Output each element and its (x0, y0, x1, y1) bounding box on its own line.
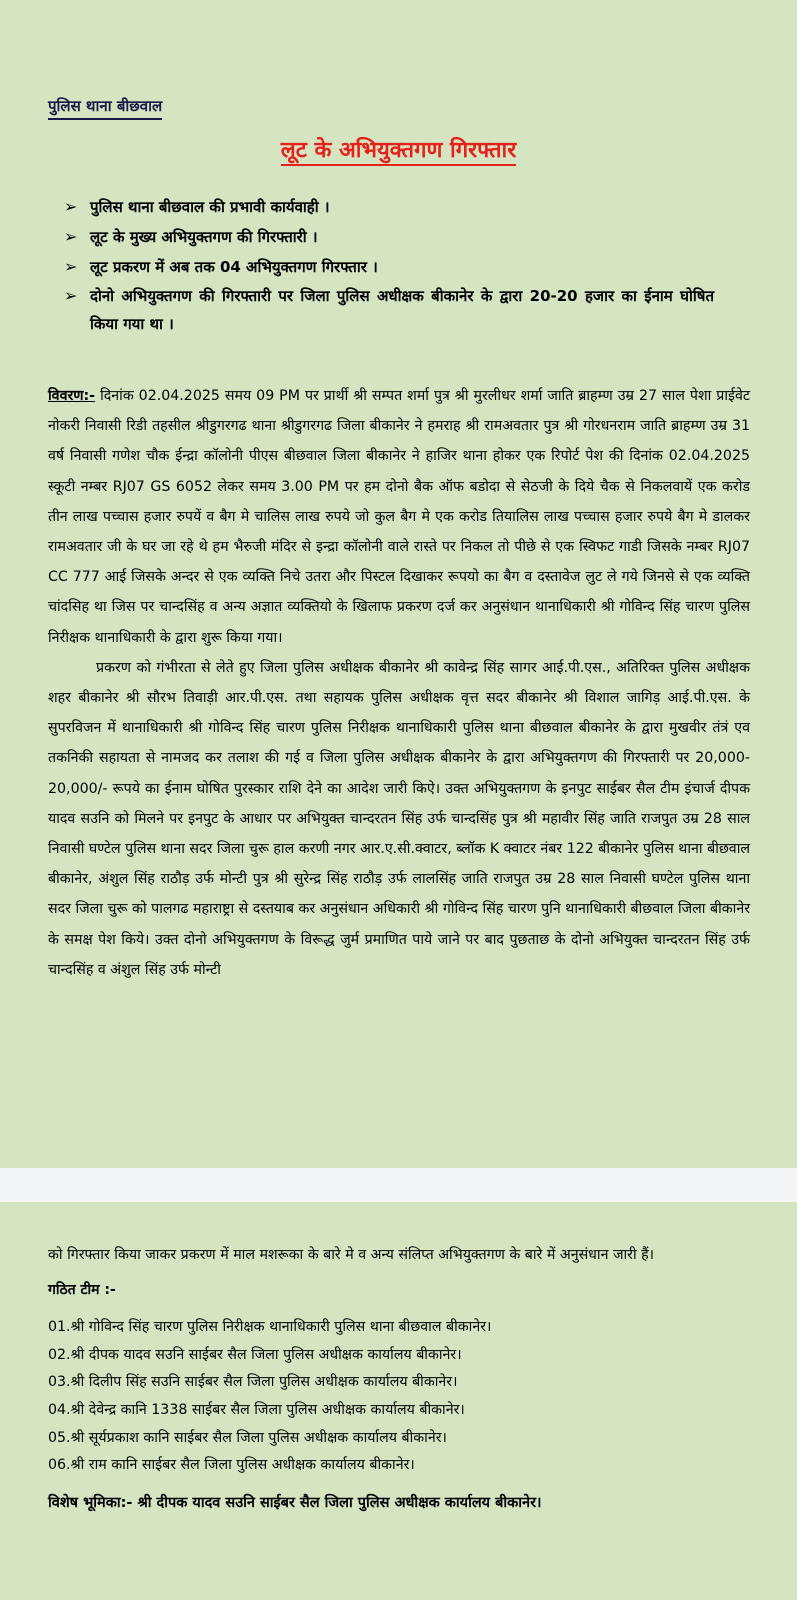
headline (0, 136, 797, 166)
team-title: गठित टीम :- (48, 1282, 116, 1299)
details-paragraph-3: को गिरफ्तार किया जाकर प्रकरण में माल मशरूका के बारे मे व अन्य संलिप्त अभियुक्तगण के बारे में अनुसंधान जारी हैं। (48, 1247, 655, 1263)
arrow-bullet-icon: ➢ (64, 286, 78, 305)
details-paragraph-2: प्रकरण को गंभीरता से लेते हुए जिला पुलिस अधीक्षक बीकानेर श्री कावेन्द्र सिंह सागर आई.पी.एस., अतिरिक्त पुलिस अधीक्षक शहर बीकानेर श्री सौरभ तिवाड़ी आर.पी.एस. तथा सहायक पुलिस अधीक्षक वृत्त सदर बीकानेर श्री विशाल जागिड़ आई.पी.एस. के सुपरविजन में थानाधिकारी श्री गोविन्द सिंह चारण पुलिस निरीक्षक थानाधिकारी पुलिस थाना बीछवाल बीकानेर के द्वारा मुखवीर तंत्रं एव तकनिकी सहायता से नामजद कर तलाश की गई व जिला पुलिस अधीक्षक बीकानेर के द्वारा अभियुक्तगण की गिरफ्तारी पर 20,000-20,000/- रूपये का ईनाम घोषित पुरस्कार राशि देने का आदेश जारी किऐ। उक्त अभियुक्तगण के इनपुट साईबर सैल टीम इंचार्ज दीपक यादव सउनि को मिलने पर इनपुट के आधार पर अभियुक्त चान्दरतन सिंह उर्फ चान्दसिंह पुत्र श्री महावीर सिंह जाति राजपुत उम्र 28 साल निवासी घण्टेल पुलिस थाना सदर जिला चुरू हाल करणी नगर आर.ए.सी.क्वाटर, ब्लॉक K क्वाटर नंबर 122 बीकानेर पुलिस थाना बीछवाल बीकानेर, अंशुल सिंह राठौड़ उर्फ मोन्टी पुत्र श्री सुरेन्द्र सिंह राठौड़ उर्फ लालसिंह जाति राजपुत उम्र 28 साल निवासी घण्टेल पुलिस थाना सदर जिला चुरू को पालगढ महाराष्ट्रा से दस्तयाब कर अनुसंधान अधिकारी श्री गोविन्द सिंह चारण पुनि थानाधिकारी बीछवाल जिला बीकानेर के समक्ष पेश किये। उक्त दोनो अभियुक्तगण के विरूद्ध जुर्म प्रमाणित पाये जाने पर बाद पुछताछ के दोनो अभियुक्त चान्दरतन सिंह उर्फ चान्दसिंह व अंशुल सिंह उर्फ मोन्टी (48, 659, 750, 978)
team-member: 03.श्री दिलीप सिंह सउनि साईबर सैल जिला पुलिस अधीक्षक कार्यालय बीकानेर। (48, 1374, 458, 1391)
highlight-item: ➢ दोनो अभियुक्तगण की गिरफ्तारी पर जिला पुलिस अधीक्षक बीकानेर के द्वारा 20-20 हजार का ईनाम घोषित किया गया था । (64, 282, 714, 338)
arrow-bullet-icon: ➢ (64, 257, 78, 276)
highlights-list (64, 192, 714, 338)
arrow-bullet-icon: ➢ (64, 197, 78, 216)
team-member: 06.श्री राम कानि साईबर सैल जिला पुलिस अधीक्षक कार्यालय बीकानेर। (48, 1457, 415, 1474)
details-paragraph-1: विवरण:- दिनांक 02.04.2025 समय 09 PM पर प्रार्थी श्री सम्पत शर्मा पुत्र श्री मुरलीधर शर्मा जाति ब्राहम्ण उम्र 27 साल पेशा प्राईवेट नोकरी निवासी रिडी तहसील श्रीडुगरगढ थाना श्रीडुगरगढ जिला बीकानेर ने हमराह श्री रामअवतार पुत्र श्री गोरधनराम जाति ब्राहम्ण उम्र 31 वर्ष निवासी गणेश चौक ईन्द्रा कॉलोनी पीएस बीछवाल जिला बीकानेर ने हाजिर थाना होकर एक रिपोर्ट पेश की दिनांक 02.04.2025 स्कूटी नम्बर RJ07 GS 6052 लेकर समय 3.00 PM पर हम दोनो बैक ऑफ बडोदा से सेठजी के दिये चैक से निकलवायें एक करोड तीन लाख पच्चास हजार रुपयें व बैग मे चालिस लाख रुपये जो कुल बैग मे एक करोड तियालिस लाख पच्चास हजार रुपये बैग मे डालकर रामअवतार जी के घर जा रहे थे हम भैरुजी मंदिर से इन्द्रा कॉलोनी वाले रास्ते पर निकल तो पीछे से एक स्विफट गाडी जिसके नम्बर RJ07 CC 777 आई जिसके अन्दर से एक व्यक्ति निचे उतरा और पिस्टल दिखाकर रूपयो का बैग व दस्तावेज लुट ले गये जिनसे से एक व्यक्ति चांदसिह था जिस पर चान्दसिंह व अन्य अज्ञात व्यक्तियो के खिलाफ प्रकरण दर्ज कर अनुसंधान थानाधिकारी श्री गोविन्द सिंह चारण पुलिस निरीक्षक थानाधिकारी के द्वारा शुरू किया गया। (48, 388, 750, 646)
police-station-heading: पुलिस थाना बीछवाल (48, 96, 162, 120)
team-member: 05.श्री सूर्यप्रकाश कानि साईबर सैल जिला पुलिस अधीक्षक कार्यालय बीकानेर। (48, 1429, 447, 1446)
team-member: 01.श्री गोविन्द सिंह चारण पुलिस निरीक्षक थानाधिकारी पुलिस थाना बीछवाल बीकानेर। (48, 1319, 492, 1336)
continuation-section (48, 1240, 750, 1516)
team-member: 04.श्री देवेन्द्र कानि 1338 साईबर सैल जिला पुलिस अधीक्षक कार्यालय बीकानेर। (48, 1401, 465, 1418)
highlight-item: ➢ पुलिस थाना बीछवाल की प्रभावी कार्यवाही । (64, 192, 714, 222)
details-label: विवरण:- (48, 388, 96, 404)
highlight-item: ➢ लूट के मुख्य अभियुक्तगण की गिरफ्तारी । (64, 222, 714, 252)
highlight-item: ➢ लूट प्रकरण में अब तक 04 अभियुक्तगण गिरफ्तार । (64, 252, 714, 282)
team-member: 02.श्री दीपक यादव सउनि साईबर सैल जिला पुलिस अधीक्षक कार्यालय बीकानेर। (48, 1346, 462, 1363)
headline-text: लूट के अभियुक्तगण गिरफ्तार (281, 138, 516, 166)
details-section (48, 381, 750, 985)
document-page-2 (0, 1202, 797, 1600)
special-role: विशेष भूमिका:- श्री दीपक यादव सउनि साईबर सैल जिला पुलिस अधीक्षक कार्यालय बीकानेर। (48, 1494, 542, 1511)
team-list (48, 1314, 750, 1480)
arrow-bullet-icon: ➢ (64, 227, 78, 246)
